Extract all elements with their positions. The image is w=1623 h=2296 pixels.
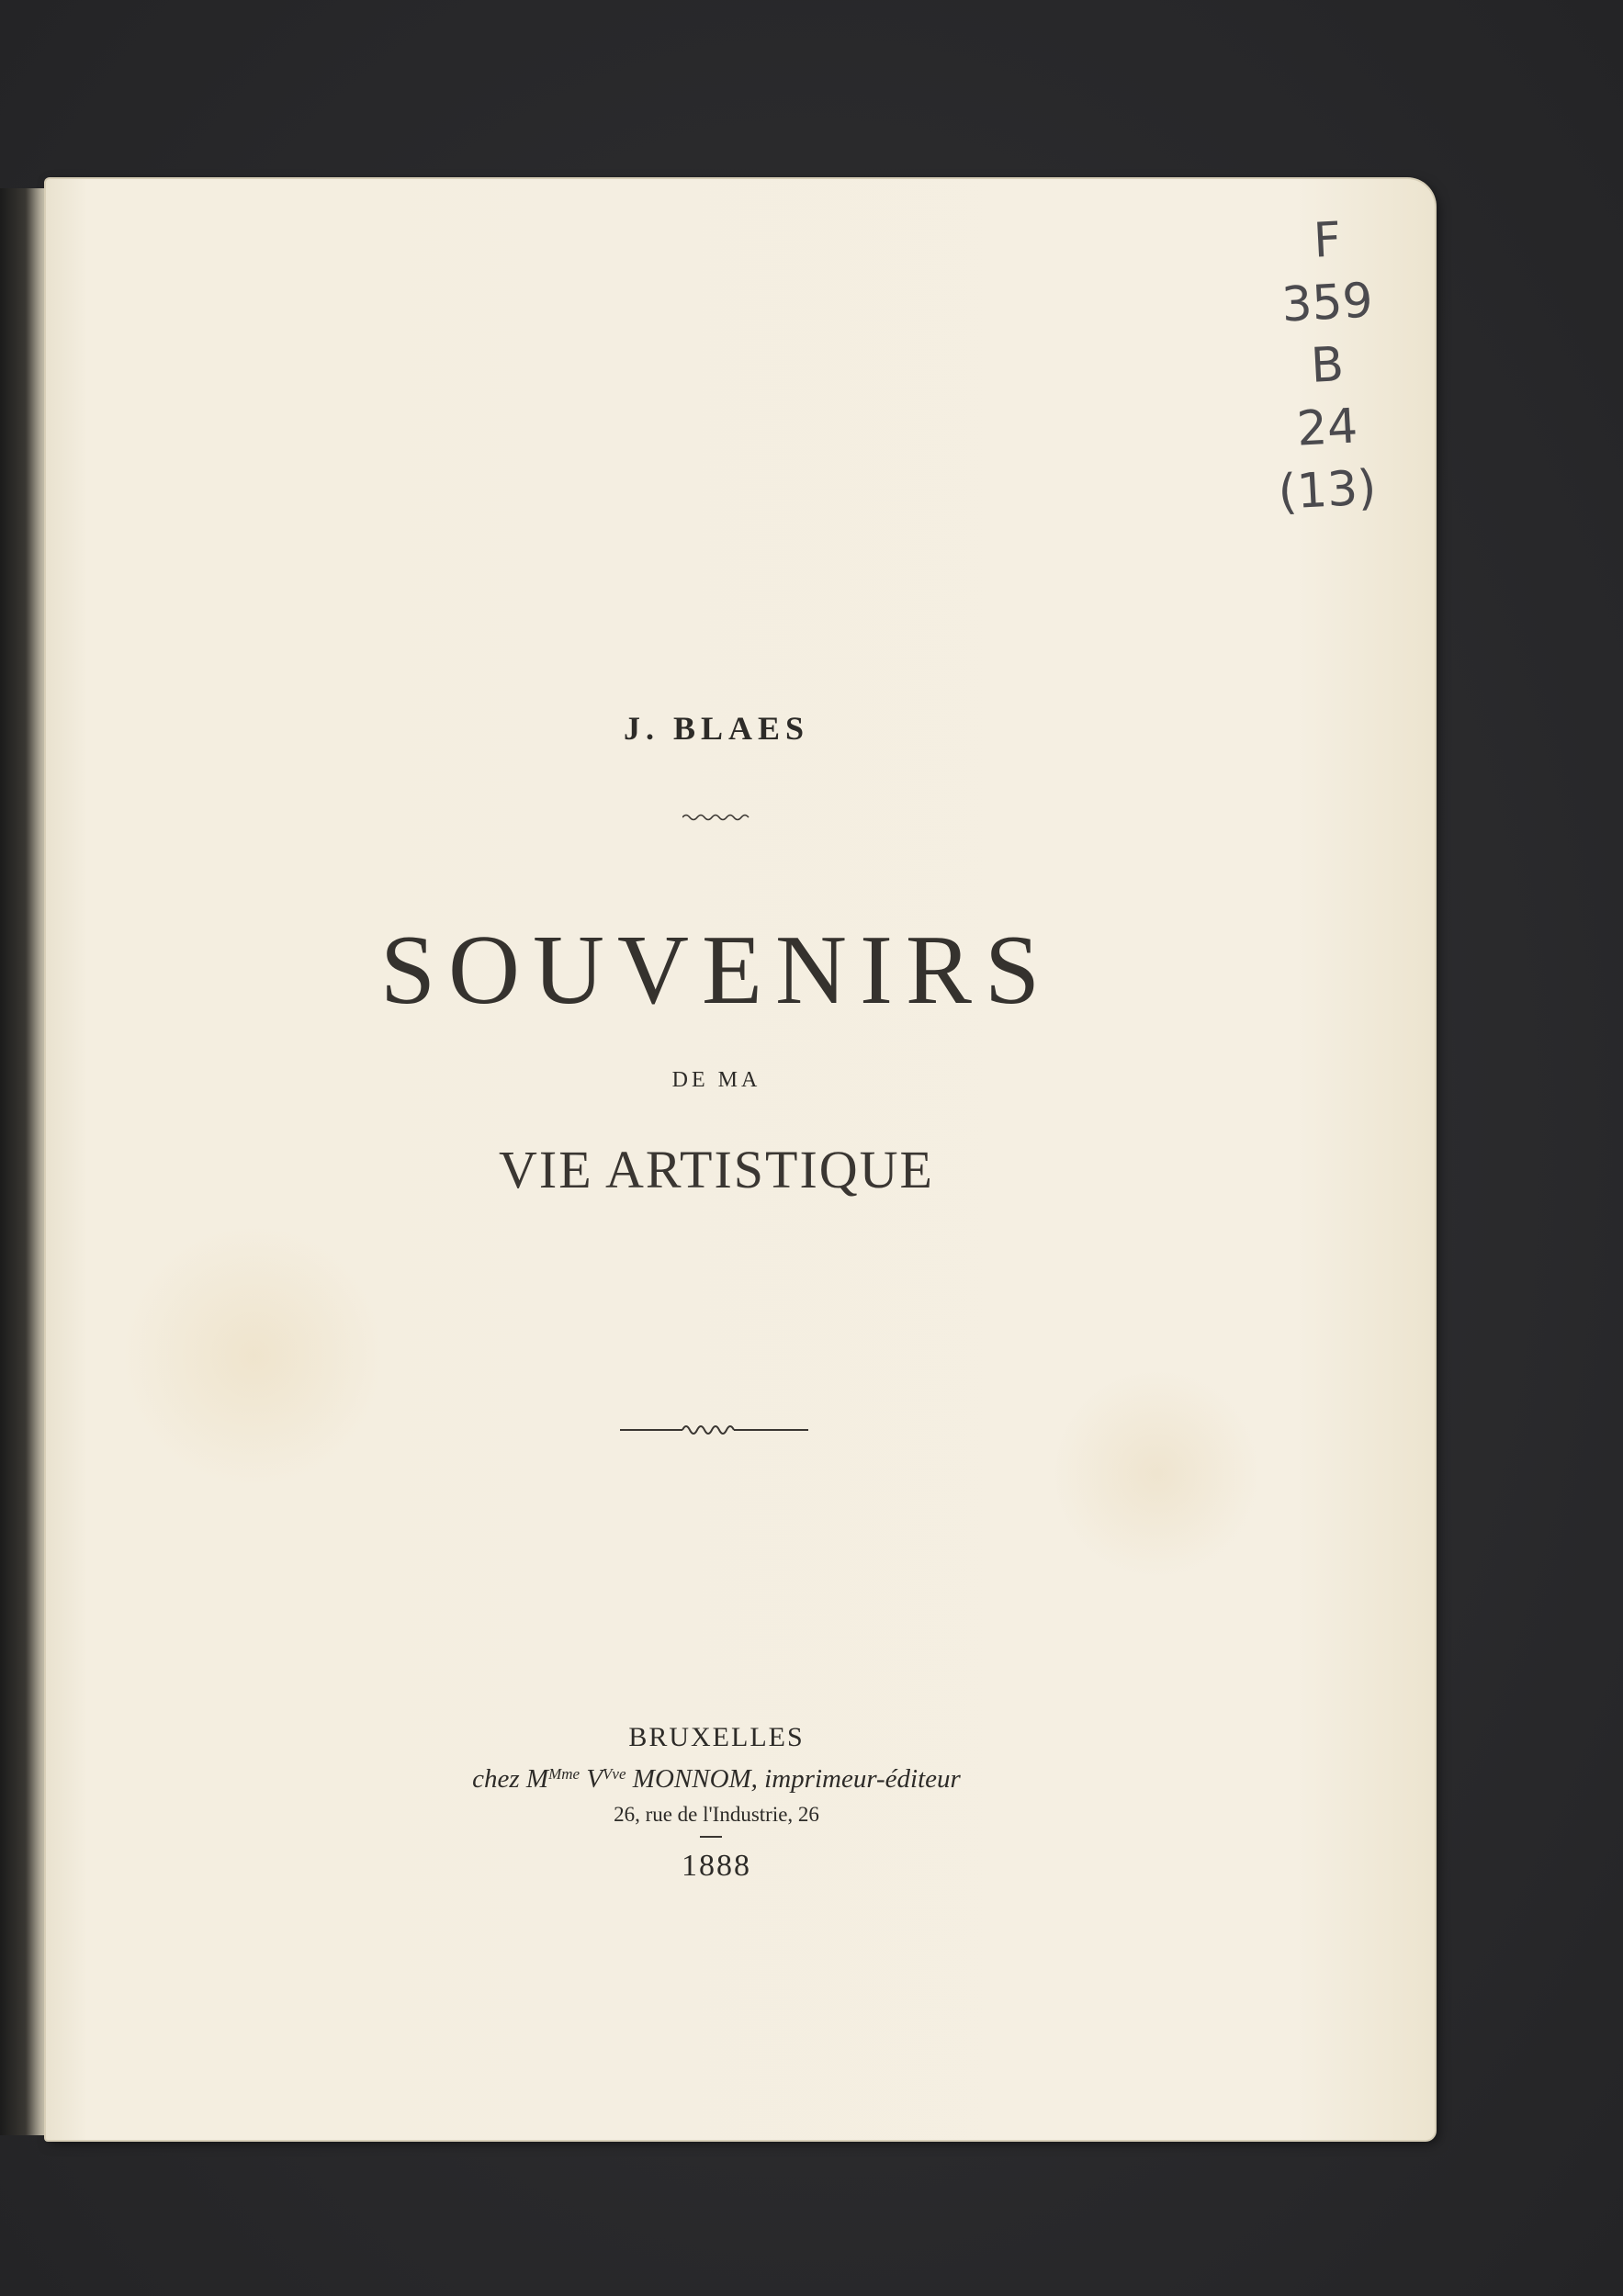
shelfmark-line: B: [1309, 337, 1346, 394]
decorative-rule-ornament: [620, 1419, 813, 1437]
title-connector: DE MA: [671, 1068, 761, 1092]
imprint-address: 26, rue de l'Industrie, 26: [614, 1803, 819, 1826]
shelfmark-line: F: [1312, 212, 1343, 269]
title-page: [46, 179, 1435, 2140]
shelfmark-line: 24: [1295, 399, 1359, 457]
publisher-name: MONNOM, imprimeur-éditeur: [632, 1764, 961, 1794]
shelfmark-line: (13): [1277, 460, 1378, 521]
imprint-year: 1888: [682, 1849, 751, 1883]
handwritten-shelfmark: [1249, 209, 1405, 522]
shelfmark-line: 359: [1279, 273, 1375, 333]
publisher-prefix: chez: [472, 1764, 520, 1794]
imprint-publisher: chez $M^{Mme}$ $V^{Vve}$ MONNOM, imprimeur-éditeur: [472, 1764, 961, 1794]
book-title: SOUVENIRS: [379, 916, 1054, 1025]
wavy-rule-ornament: [682, 811, 752, 824]
publisher-mme: Mme: [548, 1765, 580, 1783]
publisher-vve: Vve: [603, 1765, 626, 1783]
imprint-divider: [700, 1836, 722, 1838]
author-name: J. BLAES: [623, 710, 810, 747]
book-subtitle: VIE ARTISTIQUE: [499, 1140, 934, 1199]
imprint-city: BRUXELLES: [628, 1722, 805, 1752]
